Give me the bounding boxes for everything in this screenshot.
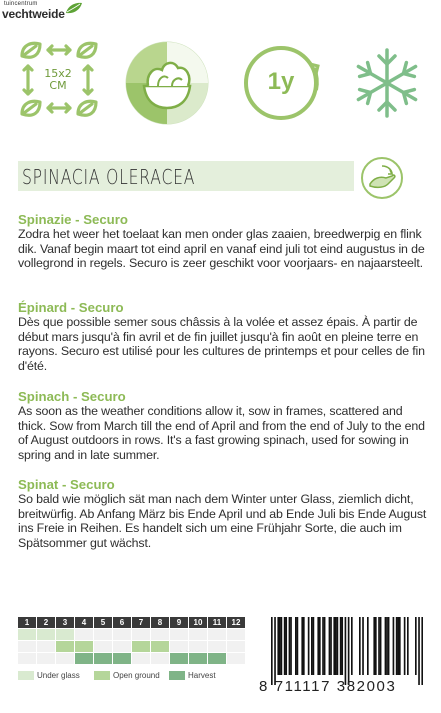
barcode-bar — [271, 617, 273, 685]
section-de — [18, 477, 428, 550]
barcode-bar — [380, 617, 382, 675]
barcode-bar — [277, 617, 279, 675]
barcode-bar — [362, 617, 364, 675]
section-body: As soon as the weather conditions allow it, sow in frames, scattered and thick. Sow from March till the end of April and from the end of July to the end of August outdoors in rows. It's a fast growing spinach, used for sowing in spring and in late summer. — [18, 404, 425, 462]
barcode-bar — [337, 617, 339, 675]
store-logo-line1: tuincentrum — [4, 1, 38, 7]
calendar-cell — [75, 629, 94, 641]
barcode-bar — [375, 617, 377, 675]
month-cell: 3 — [56, 617, 75, 629]
barcode-bar — [351, 617, 353, 675]
calendar-cell — [113, 653, 132, 665]
section-title: Spinat - Securo — [18, 477, 115, 492]
barcode-bar — [399, 617, 401, 675]
barcode-bar — [373, 617, 375, 675]
calendar-cell — [37, 629, 56, 641]
barcode-bar — [324, 617, 326, 675]
month-cell: 6 — [113, 617, 132, 629]
barcode-bar — [407, 617, 409, 675]
section-body: Dès que possible semer sous châssis à la volée et assez épais. À partir de début mars jusqu'à fin avril et de fin juillet jusqu'à fin août en pleine terre en rayons. Securo est utilisé pour les cultures de printemps et pour celles de fin d'été. — [18, 315, 425, 373]
calendar-cell — [94, 653, 113, 665]
barcode-bar — [348, 617, 350, 685]
barcode-bar — [415, 617, 417, 675]
calendar-cell — [37, 641, 56, 653]
barcode-bar — [313, 617, 315, 675]
barcode-bar — [281, 617, 283, 675]
barcode-bar — [388, 617, 390, 675]
barcode-bar — [421, 617, 423, 685]
calendar-cell — [227, 653, 246, 665]
barcode-bar — [367, 617, 369, 675]
section-fr — [18, 300, 428, 373]
calendar-cell — [170, 653, 189, 665]
barcode-bar — [290, 617, 292, 675]
barcode-bar — [317, 617, 319, 675]
month-cell: 11 — [208, 617, 227, 629]
species-bar — [18, 161, 354, 191]
barcode-digits: 8 711117 382003 — [259, 678, 397, 695]
calendar-cell — [132, 629, 151, 641]
calendar-row-harvest — [18, 653, 246, 665]
barcode-bar — [335, 617, 337, 675]
barcode-bar — [393, 617, 395, 675]
calendar-cell — [208, 641, 227, 653]
barcode-bar — [329, 617, 331, 675]
section-title: Épinard - Securo — [18, 300, 124, 315]
calendar-cell — [208, 629, 227, 641]
calendar-cell — [189, 653, 208, 665]
barcode-bar — [404, 617, 406, 675]
legend-label: Under glass — [37, 671, 80, 680]
calendar-cell — [94, 629, 113, 641]
barcode-bar — [308, 617, 310, 675]
month-cell: 7 — [132, 617, 151, 629]
calendar-cell — [56, 653, 75, 665]
legend-swatch-harvest — [169, 671, 185, 680]
leaf-logo-icon — [64, 1, 84, 15]
calendar-cell — [227, 641, 246, 653]
calendar-cell — [151, 653, 170, 665]
barcode-bar — [333, 617, 335, 675]
snowflake-icon-box — [342, 38, 432, 128]
month-cell: 12 — [227, 617, 246, 629]
spacing-value: 15x2 — [44, 67, 72, 80]
section-title: Spinazie - Securo — [18, 212, 128, 227]
section-body: So bald wie möglich sät man nach dem Winter unter Glass, ziemlich dicht, breitwürfig. Ab Anfang März bis Ende April und ab Ende Juli bis Ende August ins Freie in Reihen. Es handelt sich um eine Frühjahr Sorte, die auch im Spätsommer gut wächst. — [18, 492, 427, 550]
calendar-cell — [170, 629, 189, 641]
month-cell: 5 — [94, 617, 113, 629]
calendar-row-under-glass — [18, 629, 246, 641]
barcode-bar — [397, 617, 399, 675]
calendar-header — [18, 617, 246, 629]
section-en — [18, 389, 428, 462]
section-title: Spinach - Securo — [18, 389, 126, 404]
month-cell: 2 — [37, 617, 56, 629]
calendar-cell — [189, 629, 208, 641]
month-cell: 8 — [151, 617, 170, 629]
month-cell: 9 — [170, 617, 189, 629]
snowflake-icon — [342, 38, 432, 128]
calendar-cell — [18, 653, 37, 665]
calendar-cell — [113, 641, 132, 653]
barcode-bar — [330, 617, 332, 675]
calendar-cell — [151, 641, 170, 653]
sowing-calendar — [18, 617, 246, 665]
calendar-cell — [189, 641, 208, 653]
barcode-bar — [340, 617, 342, 675]
season-wheel-icon-box — [122, 38, 212, 128]
calendar-cell — [94, 641, 113, 653]
barcode-bar — [396, 617, 398, 675]
calendar-cell — [75, 653, 94, 665]
barcode-bar — [319, 617, 321, 675]
barcode-bar — [378, 617, 380, 675]
section-body: Zodra het weer het toelaat kan men onder glas zaaien, breedwerpig en flink dik. Vanaf begin maart tot eind april en vanaf eind juli tot eind augustus in de vollegrond in regels. Securo is zeer geschikt voor voorjaars- en najaarsteelt. — [18, 227, 425, 271]
calendar-cell — [56, 629, 75, 641]
store-logo — [2, 1, 84, 21]
calendar-legend — [18, 669, 258, 683]
barcode-bar — [285, 617, 287, 675]
section-nl — [18, 212, 428, 271]
barcode-bar — [311, 617, 313, 675]
legend-swatch-under-glass — [18, 671, 34, 680]
barcode-bar — [303, 617, 305, 675]
calendar-cell — [18, 629, 37, 641]
barcode-bar — [418, 617, 420, 685]
barcode-bar — [289, 617, 291, 675]
barcode-bar — [284, 617, 286, 675]
barcode-bar — [297, 617, 299, 675]
month-cell: 1 — [18, 617, 37, 629]
spacing-icon-box — [12, 38, 102, 128]
barcode-bar — [295, 617, 297, 675]
barcode-bar — [301, 617, 303, 675]
season-wheel-icon — [122, 38, 212, 128]
species-name: SPINACIA OLERACEA — [22, 165, 196, 189]
calendar-cell — [208, 653, 227, 665]
calendar-cell — [37, 653, 56, 665]
legend-swatch-open-ground — [94, 671, 110, 680]
barcode-bar — [385, 617, 387, 675]
barcode-bar — [345, 617, 347, 685]
icon-row — [12, 38, 432, 128]
lifecycle-icon-box — [236, 38, 326, 128]
spacing-unit: CM — [49, 79, 67, 92]
store-logo-line2: vechtweide — [2, 7, 65, 21]
calendar-cell — [75, 641, 94, 653]
barcode-bar — [322, 617, 324, 675]
legend-label: Harvest — [188, 671, 216, 680]
calendar-body — [18, 629, 246, 665]
calendar-cell — [151, 629, 170, 641]
barcode-bar — [341, 617, 343, 675]
calendar-cell — [18, 641, 37, 653]
legend-label: Open ground — [113, 671, 160, 680]
calendar-cell — [113, 629, 132, 641]
calendar-cell — [227, 629, 246, 641]
barcode-bar — [359, 617, 361, 675]
month-cell: 4 — [75, 617, 94, 629]
calendar-cell — [132, 653, 151, 665]
lifecycle-label: 1y — [267, 68, 295, 95]
barcode-bar — [279, 617, 281, 675]
barcode-bar — [274, 617, 276, 685]
recycle-hand-icon — [360, 156, 404, 200]
barcode-bar — [386, 617, 388, 675]
calendar-row-open-ground — [18, 641, 246, 653]
calendar-cell — [56, 641, 75, 653]
calendar-cell — [132, 641, 151, 653]
month-cell: 10 — [189, 617, 208, 629]
calendar-cell — [170, 641, 189, 653]
